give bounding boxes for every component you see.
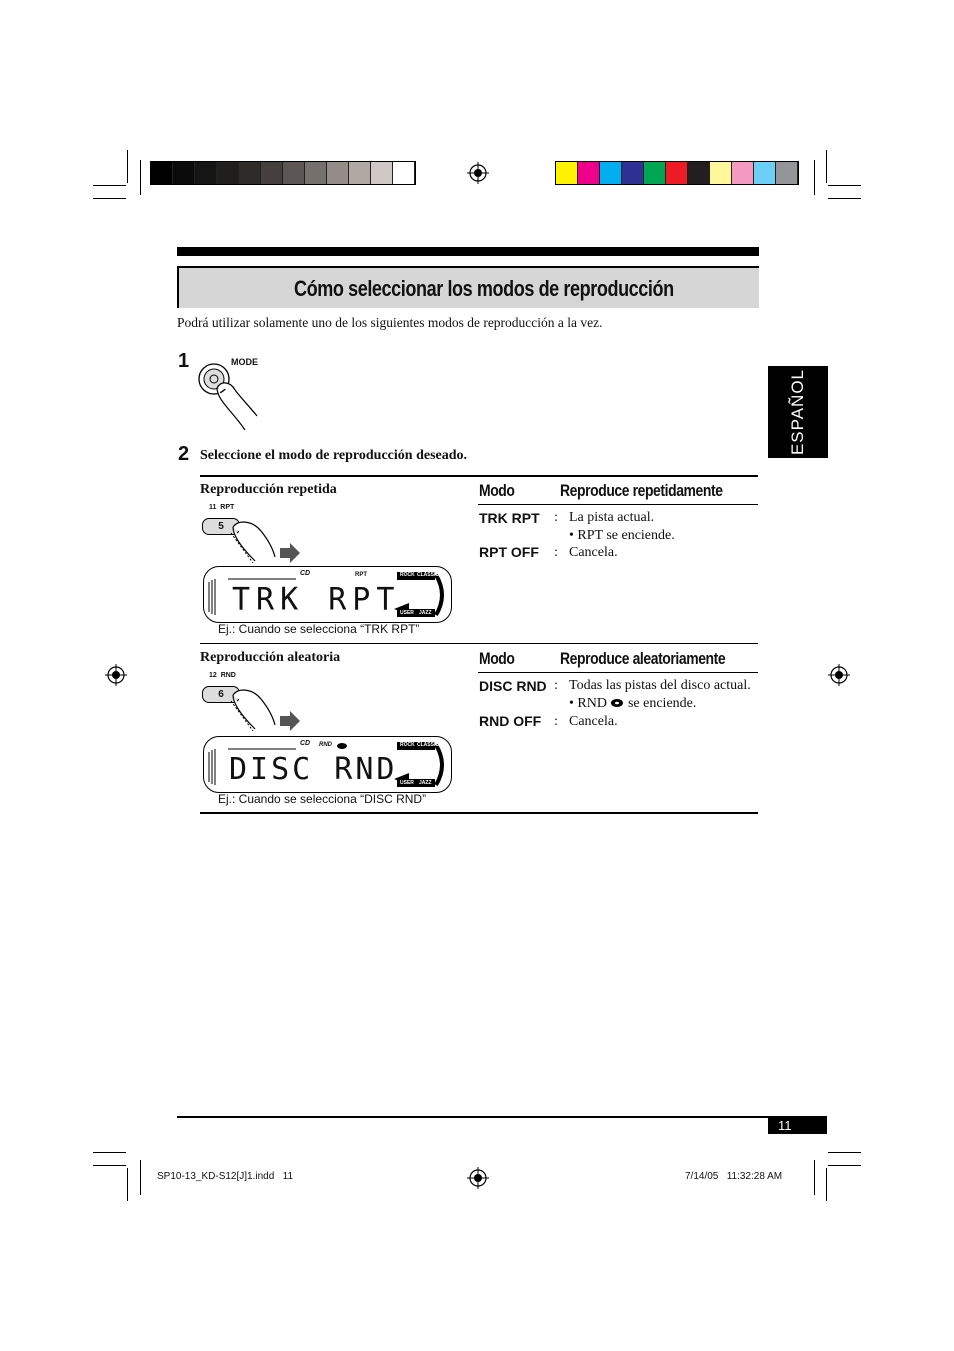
- title-box: [177, 266, 759, 308]
- footer-rule: [177, 1116, 827, 1118]
- title-top-bar: [177, 247, 759, 256]
- number-6-button[interactable]: 6: [202, 686, 240, 703]
- gray-swatch-12: [393, 162, 415, 184]
- random-key-caption: 12 RND: [209, 672, 236, 679]
- repeat-header-rule: [478, 504, 758, 505]
- random-col-mode: Modo: [479, 649, 515, 668]
- color-swatch-3: [600, 162, 622, 184]
- random-lcd-display: [203, 736, 452, 793]
- random-lcd-classic: CLASSIC: [417, 742, 439, 748]
- gray-swatch-7: [283, 162, 305, 184]
- repeat-row-2-mode: RPT OFF: [479, 544, 539, 560]
- gray-swatch-8: [305, 162, 327, 184]
- color-swatch-1: [556, 162, 578, 184]
- gray-swatch-4: [217, 162, 239, 184]
- repeat-col-desc: Reproduce repetidamente: [560, 481, 723, 500]
- repeat-lcd-display: [203, 566, 452, 623]
- page-title: Cómo seleccionar los modos de reproducción: [294, 276, 674, 301]
- process-color-bar: [555, 161, 799, 185]
- registration-mark-right: [828, 664, 850, 686]
- repeat-lcd-jazz: JAZZ: [419, 610, 432, 616]
- random-lcd-indicator: RND: [319, 742, 332, 748]
- repeat-finger-press-illustration: [225, 515, 305, 565]
- random-header-rule: [478, 672, 758, 673]
- language-side-tab: ESPAÑOL: [768, 366, 828, 458]
- color-swatch-6: [666, 162, 688, 184]
- random-row-2-desc: Cancela.: [569, 714, 618, 729]
- registration-mark-left: [105, 664, 127, 686]
- mode-button-press-illustration: [195, 360, 265, 435]
- color-swatch-11: [776, 162, 798, 184]
- gray-swatch-3: [195, 162, 217, 184]
- gray-swatch-11: [371, 162, 393, 184]
- random-heading: Reproducción aleatoria: [200, 650, 341, 665]
- repeat-row-1-desc: La pista actual.: [569, 510, 655, 525]
- repeat-row-2-sep: :: [554, 545, 558, 560]
- footer-date: 7/14/05 11:32:28 AM: [685, 1171, 783, 1182]
- number-5-button[interactable]: 5: [202, 518, 240, 535]
- step-2-number: 2: [178, 443, 190, 465]
- repeat-heading: Reproducción repetida: [200, 482, 337, 497]
- gray-color-bar: [150, 161, 416, 185]
- color-swatch-7: [688, 162, 710, 184]
- random-lcd-text: DISC RND: [229, 752, 398, 787]
- color-swatch-4: [622, 162, 644, 184]
- rule-top: [200, 475, 758, 477]
- repeat-lcd-classic: CLASSIC: [417, 572, 439, 578]
- random-lcd-rock: ROCK: [400, 742, 415, 748]
- random-col-desc: Reproduce aleatoriamente: [560, 649, 726, 668]
- gray-swatch-5: [239, 162, 261, 184]
- step-1-number: 1: [178, 350, 190, 372]
- repeat-lcd-text: TRK RPT: [232, 581, 401, 618]
- gray-swatch-9: [327, 162, 349, 184]
- registration-mark-top: [467, 162, 489, 184]
- random-lcd-user: USER: [400, 780, 414, 786]
- repeat-row-1-mode: TRK RPT: [479, 510, 540, 526]
- color-swatch-10: [754, 162, 776, 184]
- random-row-2-mode: RND OFF: [479, 713, 542, 729]
- random-row-1-mode: DISC RND: [479, 678, 547, 694]
- mode-button-label: MODE: [231, 357, 258, 367]
- repeat-col-mode: Modo: [479, 481, 515, 500]
- repeat-lcd-cd-label: CD: [300, 570, 311, 577]
- color-swatch-5: [644, 162, 666, 184]
- disc-icon: [610, 698, 624, 708]
- gray-swatch-2: [173, 162, 195, 184]
- intro-text: Podrá utilizar solamente uno de los siguientes modos de reproducción a la vez.: [177, 315, 603, 330]
- repeat-row-1-sep: :: [554, 510, 558, 525]
- footer-file-slug: SP10-13_KD-S12[J]1.indd 11: [157, 1171, 294, 1182]
- page-number: 11: [768, 1118, 827, 1134]
- repeat-key-caption: 11 RPT: [209, 504, 235, 511]
- random-lcd-jazz: JAZZ: [419, 780, 432, 786]
- color-swatch-9: [732, 162, 754, 184]
- color-swatch-8: [710, 162, 732, 184]
- rule-bottom: [200, 812, 758, 814]
- gray-swatch-1: [151, 162, 173, 184]
- repeat-lcd-rock: ROCK: [400, 572, 415, 578]
- repeat-row-1-note: • RPT se enciende.: [569, 528, 675, 543]
- repeat-caption: Ej.: Cuando se selecciona “TRK RPT”: [218, 622, 420, 636]
- repeat-lcd-indicator: RPT: [355, 572, 367, 578]
- step-2-text: Seleccione el modo de reproducción deseado.: [200, 448, 468, 463]
- registration-mark-bottom: [467, 1167, 489, 1189]
- rule-middle: [200, 643, 758, 644]
- repeat-row-2-desc: Cancela.: [569, 545, 618, 560]
- gray-swatch-10: [349, 162, 371, 184]
- random-caption: Ej.: Cuando se selecciona “DISC RND”: [218, 792, 427, 806]
- random-lcd-cd-label: CD: [300, 740, 311, 747]
- random-finger-press-illustration: [225, 683, 305, 733]
- random-row-2-sep: :: [554, 714, 558, 729]
- gray-swatch-6: [261, 162, 283, 184]
- random-row-1-sep: :: [554, 678, 558, 693]
- random-row-1-note: • RND se enciende.: [569, 696, 697, 711]
- repeat-lcd-user: USER: [400, 610, 414, 616]
- color-swatch-2: [578, 162, 600, 184]
- random-row-1-desc: Todas las pistas del disco actual.: [569, 678, 751, 693]
